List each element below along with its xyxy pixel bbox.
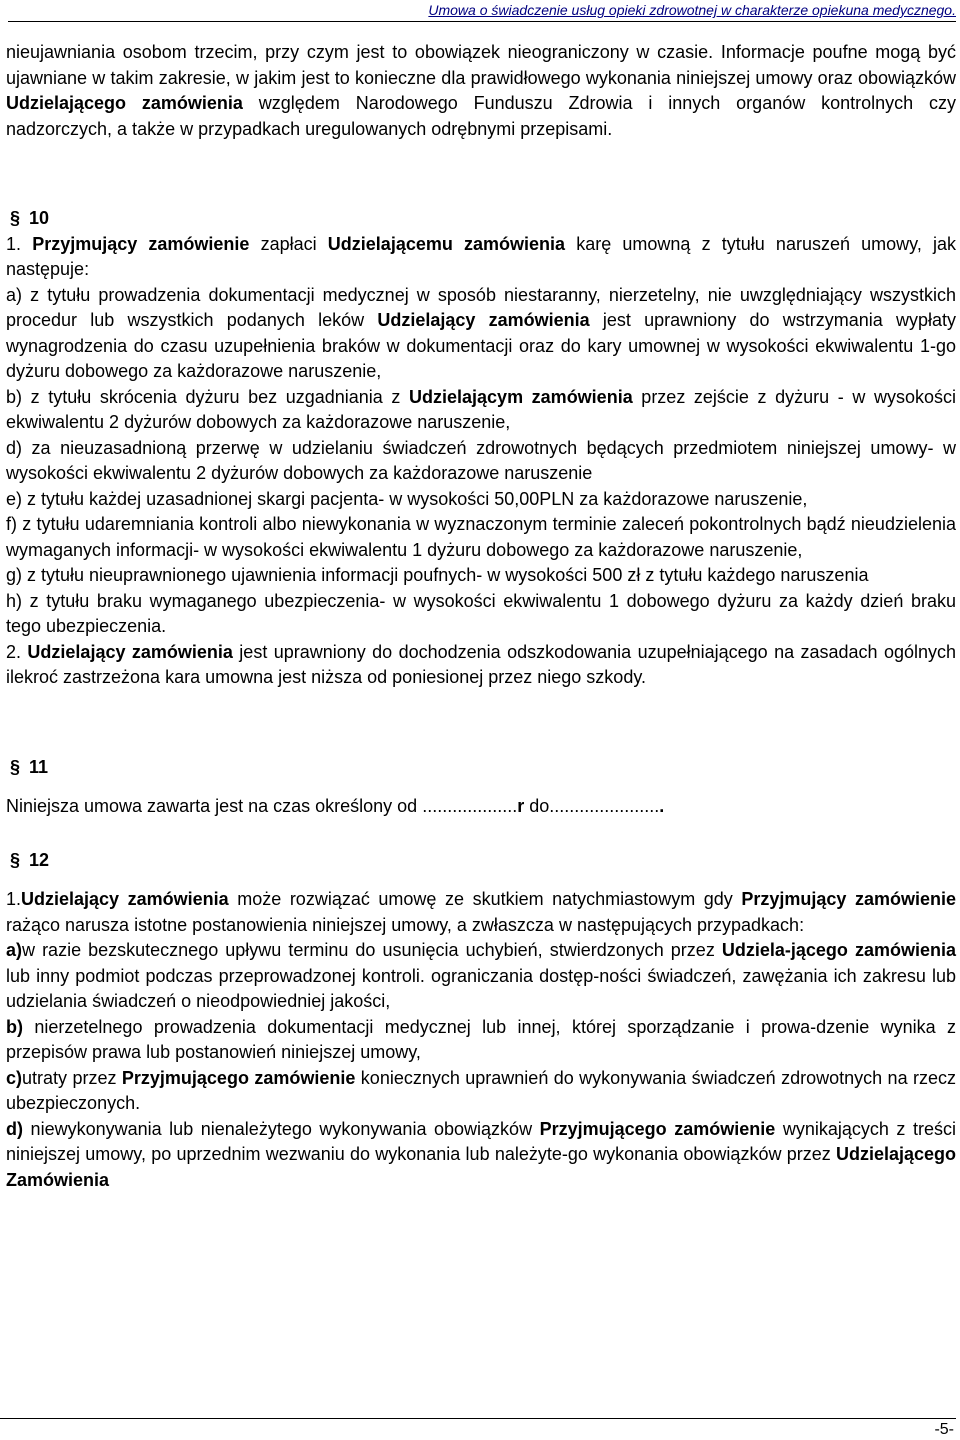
party-name: Udzielającego zamówienia: [6, 93, 243, 113]
section-symbol: §: [9, 849, 20, 870]
s10-item-d: d) za nieuzasadnioną przerwę w udzielaniu świadczeń zdrowotnych będących przedmiotem niniejszej umowy- w wysokości ekwiwalentu 2 dyżurów dobowych za każdorazowe naruszenie: [6, 437, 956, 483]
s10-item-a: a) z tytułu prowadzenia dokumentacji medycznej w sposób niestaranny, nierzetelny, nie uwzględniający wszystkich procedur lub wszystkich podanych leków Udzielający zamówienia jest uprawniony do wstrzymania wypłaty wynagrodzenia do czasu uzupełnienia braków w dokumentacji oraz do kary umownej w wysokości ekwiwalentu 1-go dyżuru dobowego za każdorazowe naruszenie,: [6, 284, 956, 381]
s10-item-f: f) z tytułu udaremniania kontroli albo niewykonania w wyznaczonym terminie zaleceń pokontrolnych bądź nieudzielenia wymaganych informacji- w wysokości ekwiwalentu 1 dyżuru dobowego za każdorazowe naruszenie,: [6, 514, 956, 560]
s11-paragraph: Niniejsza umowa zawarta jest na czas określony od ...................r do.......................: [6, 796, 665, 816]
footer-rule: [0, 1418, 956, 1419]
s12-item-a: a)w razie bezskutecznego upływu terminu do usunięcia uchybień, stwierdzonych przez Udziela-jącego zamówienia lub inny podmiot podczas przeprowadzonej kontroli. ograniczania dostęp-ności świadczeń, zawężania ich zakresu lub udzielania świadczeń o nieodpowiedniej jakości,: [6, 940, 956, 1011]
document-body: [6, 40, 956, 1193]
s12-paragraph-1: 1.Udzielający zamówienia może rozwiązać umowę ze skutkiem natychmiastowym gdy Przyjmujący zamówienie rażąco narusza istotne postanowienia niniejszej umowy, a zwłaszcza w następujących przypadkach:: [6, 889, 956, 935]
s12-item-b: b) nierzetelnego prowadzenia dokumentacji medycznej lub innej, której sporządzanie i prowa-dzenie wynika z przepisów prawa lub postanowień niniejszej umowy,: [6, 1016, 956, 1062]
section-symbol: §: [9, 756, 20, 777]
section-heading-10: [6, 206, 956, 232]
s12-item-d: d) niewykonywania lub nienależytego wykonywania obowiązków Przyjmującego zamówienie wynikających z treści niniejszej umowy, po uprzednim wezwaniu do wykonania lub należyte-go wykonania obowiązków przez Udzielającego Zamówienia: [6, 1118, 956, 1190]
section-symbol: §: [9, 208, 20, 228]
page-number: -5-: [934, 1421, 954, 1438]
section-heading-11: [6, 755, 956, 781]
page-header: [0, 0, 960, 22]
s10-item-b: b) z tytułu skrócenia dyżuru bez uzgadniania z Udzielającym zamówienia przez zejście z dyżuru - w wysokości ekwiwalentu 2 dyżurów dobowych za każdorazowe naruszenie,: [6, 386, 956, 432]
section-number: 10: [29, 208, 50, 228]
intro-paragraph: nieujawniania osobom trzecim, przy czym jest to obowiązek nieograniczony w czasie. Informacje poufne mogą być ujawniane w takim zakresie, w jakim jest to konieczne dla prawidłowego wykonania niniejszej umowy oraz obowiązków Udzielającego zamówienia względem Narodowego Funduszu Zdrowia i innych organów kontrolnych czy nadzorczych, a także w przypadkach uregulowanych odrębnymi przepisami.: [6, 42, 956, 139]
header-rule: [8, 21, 956, 22]
section-number: 11: [29, 756, 49, 777]
section-number: 12: [29, 849, 50, 870]
s10-item-e: e) z tytułu każdej uzasadnionej skargi pacjenta- w wysokości 50,00PLN za każdorazowe naruszenie,: [6, 488, 808, 509]
s10-item-g: g) z tytułu nieuprawnionego ujawnienia informacji poufnych- w wysokości 500 zł z tytułu każdego naruszenia: [6, 565, 869, 585]
s10-item-h: h) z tytułu braku wymaganego ubezpieczenia- w wysokości ekwiwalentu 1 dobowego dyżuru za każdy dzień braku tego ubezpieczenia.: [6, 590, 956, 636]
header-title: Umowa o świadczenie usług opieki zdrowotnej w charakterze opiekuna medycznego.: [428, 2, 956, 18]
s10-paragraph-2: 2. Udzielający zamówienia jest uprawniony do dochodzenia odszkodowania uzupełniającego na zasadach ogólnych ilekroć zastrzeżona kara umowna jest niższa od poniesionej przez niego szkody.: [6, 641, 956, 687]
s10-paragraph-1: 1. Przyjmujący zamówienie zapłaci Udzielającemu zamówienia karę umowną z tytułu naruszeń umowy, jak następuje:: [6, 233, 956, 279]
s12-item-c: c)utraty przez Przyjmującego zamówienie koniecznych uprawnień do wykonywania świadczeń zdrowotnych na rzecz ubezpieczonych.: [6, 1067, 957, 1113]
section-heading-12: [6, 848, 956, 874]
